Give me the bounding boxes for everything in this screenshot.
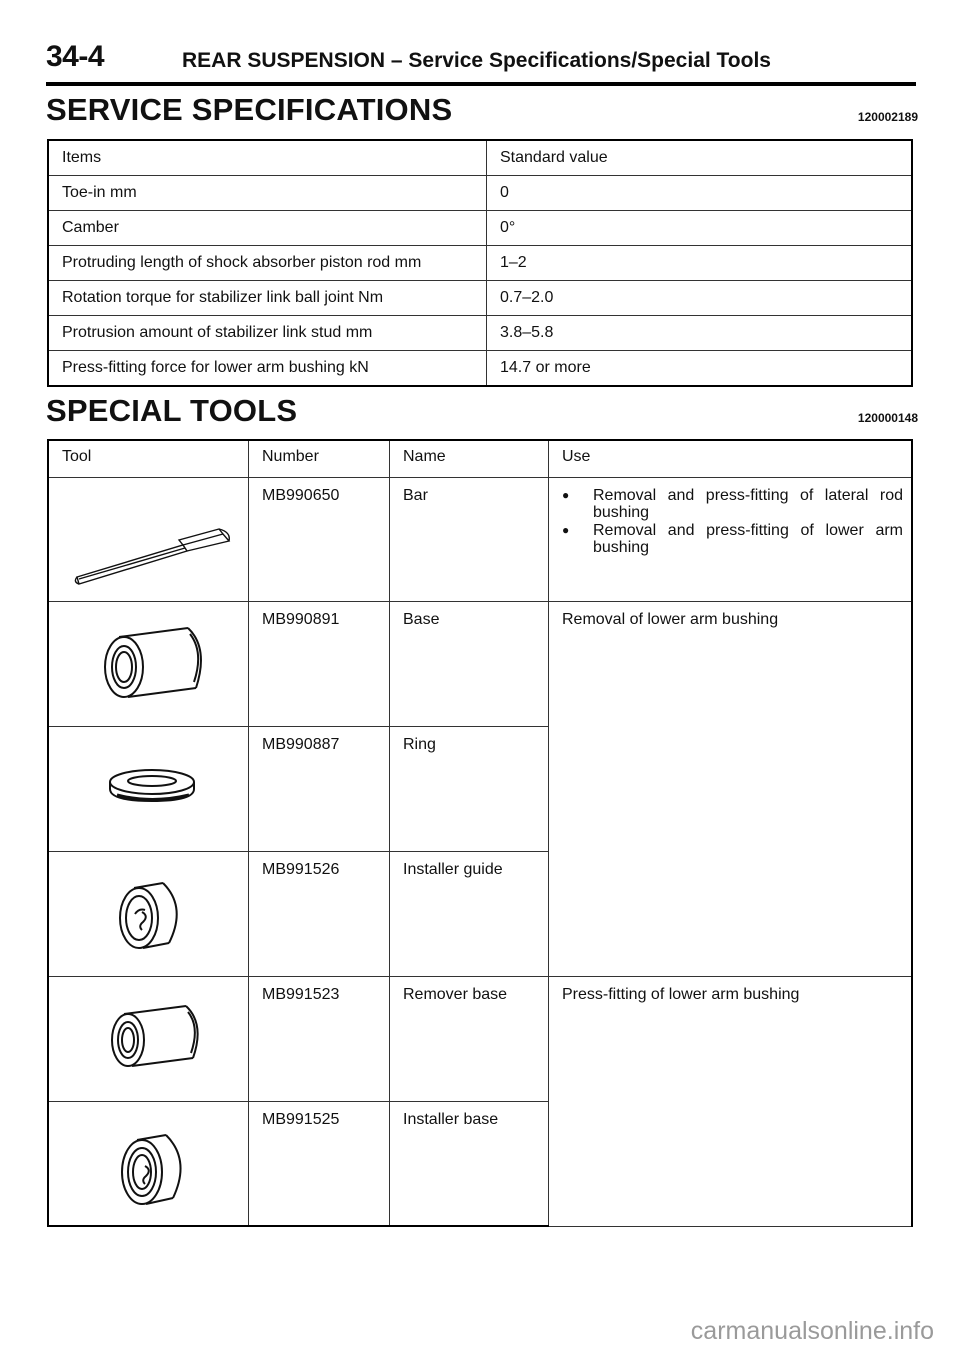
base-tool-icon (49, 602, 248, 721)
tool-number: MB990887 (249, 727, 390, 852)
spec-item: Camber (48, 211, 487, 246)
installer-base-icon (49, 1102, 248, 1220)
column-header-tool: Tool (48, 440, 249, 478)
tool-name: Installer base (390, 1102, 549, 1227)
table-row (48, 211, 912, 246)
tool-name: Remover base (390, 977, 549, 1102)
column-header-use: Use (549, 440, 913, 478)
watermark: carmanualsonline.info (690, 1317, 934, 1345)
spec-value: 0.7–2.0 (487, 281, 913, 316)
tool-use (549, 478, 913, 602)
tool-number: MB991523 (249, 977, 390, 1102)
table-row (48, 478, 912, 602)
spec-item: Toe-in mm (48, 176, 487, 211)
table-row (48, 351, 912, 387)
tool-number: MB991526 (249, 852, 390, 977)
tool-image-cell (48, 977, 249, 1102)
tool-name: Bar (390, 478, 549, 602)
tool-name: Installer guide (390, 852, 549, 977)
column-header-number: Number (249, 440, 390, 478)
tool-image-cell (48, 852, 249, 977)
use-item: ● Removal and press-fitting of lower arm bushing (562, 522, 903, 556)
running-title: REAR SUSPENSION – Service Specifications/Special Tools (182, 49, 771, 72)
column-header-standard-value: Standard value (487, 140, 913, 176)
bar-tool-icon (49, 478, 248, 596)
tool-use: Removal of lower arm bushing (549, 602, 913, 977)
tool-number: MB990650 (249, 478, 390, 602)
tool-name: Base (390, 602, 549, 727)
table-row (48, 281, 912, 316)
remover-base-icon (49, 977, 248, 1096)
installer-guide-icon (49, 852, 248, 971)
tool-number: MB990891 (249, 602, 390, 727)
table-row (48, 602, 912, 727)
column-header-items: Items (48, 140, 487, 176)
page-number: 34-4 (46, 40, 105, 73)
table-header-row (48, 140, 912, 176)
table-row (48, 977, 912, 1102)
use-list (562, 487, 903, 556)
table-row (48, 176, 912, 211)
ring-tool-icon (49, 727, 248, 846)
special-tools-title: SPECIAL TOOLS (46, 393, 298, 428)
spec-item: Protruding length of shock absorber piston rod mm (48, 246, 487, 281)
table-row (48, 246, 912, 281)
spec-value: 1–2 (487, 246, 913, 281)
tool-image-cell (48, 727, 249, 852)
spec-value: 0° (487, 211, 913, 246)
tool-use: Press-fitting of lower arm bushing (549, 977, 913, 1227)
spec-item: Protrusion amount of stabilizer link stud mm (48, 316, 487, 351)
spec-value: 3.8–5.8 (487, 316, 913, 351)
spec-value: 0 (487, 176, 913, 211)
service-specifications-title: SERVICE SPECIFICATIONS (46, 92, 453, 127)
spec-item: Press-fitting force for lower arm bushing kN (48, 351, 487, 387)
page-header (46, 40, 916, 86)
service-specifications-code: 120002189 (857, 110, 918, 124)
tool-image-cell (48, 1102, 249, 1227)
service-specifications-table (47, 139, 913, 387)
spec-value: 14.7 or more (487, 351, 913, 387)
table-header-row (48, 440, 912, 478)
special-tools-table (47, 439, 913, 1227)
tool-number: MB991525 (249, 1102, 390, 1227)
special-tools-code: 120000148 (857, 411, 918, 425)
table-row (48, 316, 912, 351)
tool-name: Ring (390, 727, 549, 852)
tool-image-cell (48, 478, 249, 602)
column-header-name: Name (390, 440, 549, 478)
tool-image-cell (48, 602, 249, 727)
use-item: ● Removal and press-fitting of lateral rod bushing (562, 487, 903, 521)
spec-item: Rotation torque for stabilizer link ball joint Nm (48, 281, 487, 316)
